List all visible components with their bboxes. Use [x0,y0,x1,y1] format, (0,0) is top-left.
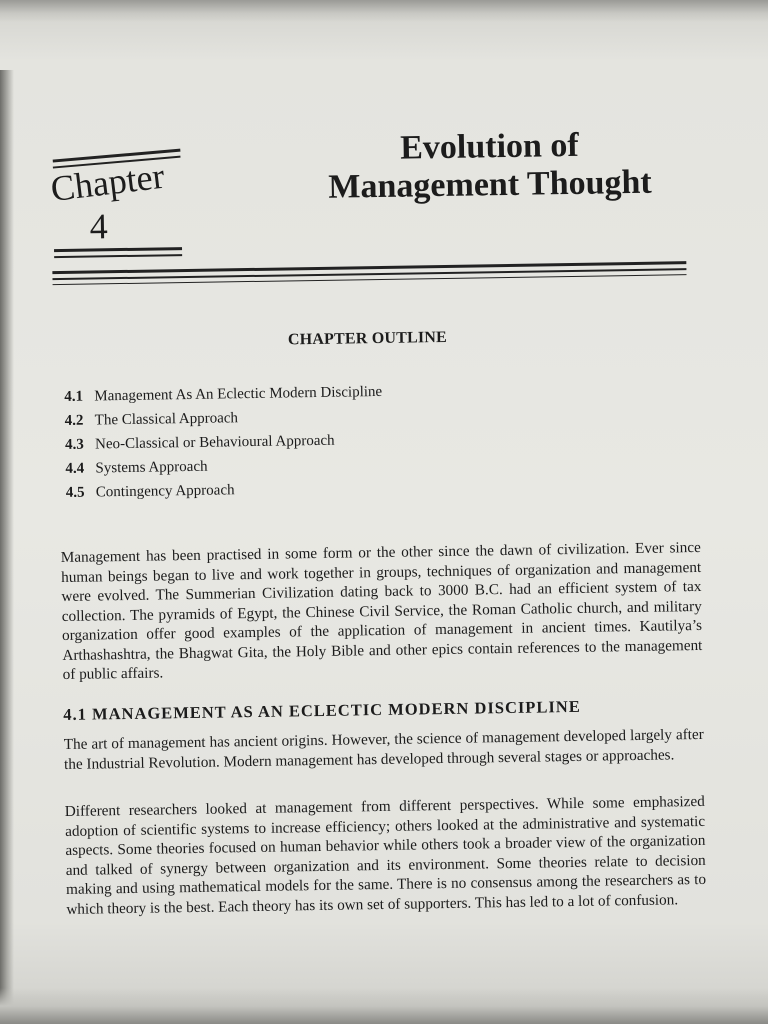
section-heading: 4.1 MANAGEMENT AS AN ECLECTIC MODERN DISCIPLINE [63,696,581,724]
chapter-label: Chapter [48,155,167,210]
outline-item-number: 4.4 [65,460,85,477]
chapter-bottom-rule-1 [54,247,182,252]
intro-paragraph: Management has been practised in some form or the other since the dawn of civilization. Ever since human beings began to live and work together in groups, techniques of organization and management were evolved. The Summerian Civilization dating back to 3000 B.C. had an efficient system of tax collection. The pyramids of Egypt, the Chinese Civil Service, the Roman Catholic church, and military organization offer good examples of the application of management in ancient times. Kautilya’s Arthashashtra, the Bhagwat Gita, the Holy Bible and other epics contain references to the management of public affairs. [60,538,703,684]
outline-item-number: 4.5 [65,484,85,501]
outline-item-number: 4.1 [64,388,84,405]
outline-item-number: 4.3 [64,436,84,453]
chapter-title-line-1: Evolution of [399,126,580,167]
body-paragraph: The art of management has ancient origins. However, the science of management developed largely after the Industrial Revolution. Modern management has developed through several stages or approaches. [63,725,704,773]
chapter-badge [50,143,187,270]
outline-item-text: Management As An Eclectic Modern Discipline [94,383,383,405]
outline-item-number: 4.2 [64,412,84,429]
outline-heading: CHAPTER OUTLINE [287,328,448,349]
chapter-title-line-2: Management Thought [328,163,653,206]
outline-item-text: The Classical Approach [94,410,239,429]
outline-item-text: Contingency Approach [95,482,235,501]
chapter-title [294,125,685,207]
chapter-bottom-rule-2 [54,254,182,258]
outline-item-text: Systems Approach [95,458,208,477]
body-paragraph: Different researchers looked at management from different perspectives. While some emphasized adoption of scientific systems to increase efficiency; others looked at the administrative and systematic aspects. Some theories focused on human behavior while others took a broader view of the organization and talked of synergy between organization and its environment. Some theories relate to decision making and using mathematical models for the same. There is no consensus among the researchers as to which theory is the best. Each theory has its own set of supporters. This has led to a lot of confusion. [64,792,707,918]
chapter-number: 4 [89,206,108,247]
outline-item-text: Neo-Classical or Behavioural Approach [94,432,335,453]
chapter-outline [64,378,486,505]
